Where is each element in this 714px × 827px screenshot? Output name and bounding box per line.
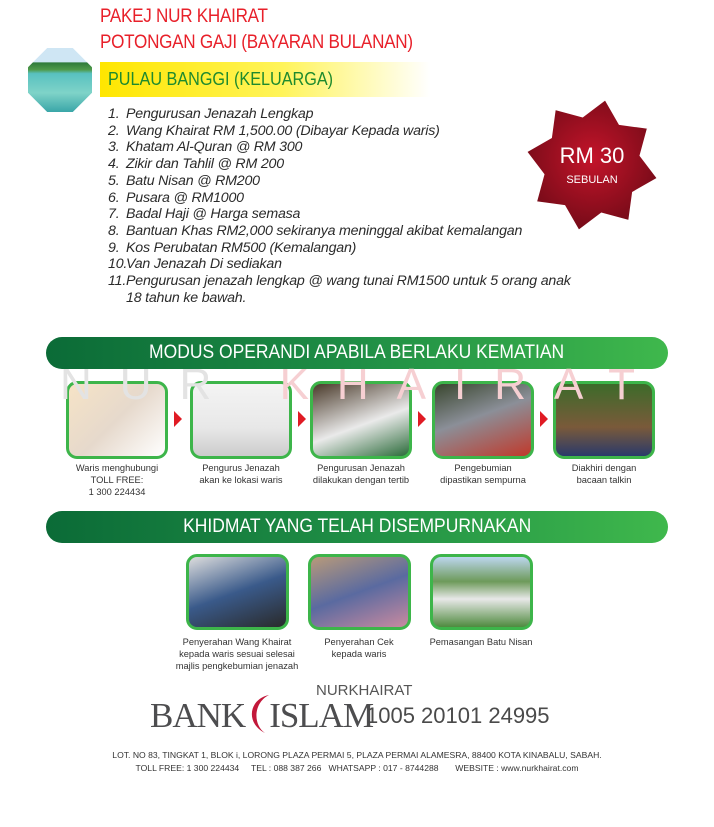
bank-islam-logo: BANK ISLAM	[150, 693, 373, 736]
service-photo-1	[186, 554, 289, 630]
price-star-badge	[522, 95, 662, 235]
arrow-right-icon	[298, 411, 306, 427]
account-name: NURKHAIRAT	[316, 682, 413, 699]
services-banner	[46, 511, 668, 543]
benefits-list	[108, 106, 571, 306]
title-line-1: PAKEJ NUR KHAIRAT	[100, 6, 268, 27]
benefit-item: 5. Batu Nisan @ RM200	[108, 172, 260, 189]
service-caption: Pemasangan Batu Nisan	[429, 637, 533, 647]
procedure-caption: Pengebumian dipastikan sempurna	[440, 463, 526, 485]
benefit-item: 1. Pengurusan Jenazah Lengkap	[108, 106, 314, 122]
footer-contacts: TOLL FREE: 1 300 224434 TEL : 088 387 266 WHATSAPP : 017 - 8744288 WEBSITE : www.nurkhairat.com	[135, 763, 579, 773]
package-name: PULAU BANGGI (KELUARGA)	[108, 69, 334, 89]
benefit-item: 7. Badal Haji @ Harga semasa	[108, 206, 301, 223]
account-number: 1005 20101 24995	[366, 703, 550, 728]
arrow-right-icon	[418, 411, 426, 427]
procedure-photo-4	[432, 381, 534, 459]
watermark-khairat: KHAIRAT	[279, 360, 663, 409]
arrow-right-icon	[174, 411, 182, 427]
price-amount: RM 30	[559, 143, 625, 168]
arrow-right-icon	[540, 411, 548, 427]
procedure-photo-1	[66, 381, 168, 459]
benefit-item: 6. Pusara @ RM1000	[108, 189, 244, 206]
procedure-caption: Waris menghubungi TOLL FREE: 1 300 224434	[75, 463, 159, 497]
benefit-item: 2. Wang Khairat RM 1,500.00 (Dibayar Kepada waris)	[108, 122, 440, 139]
package-band	[100, 62, 430, 97]
procedure-photo-2	[190, 381, 292, 459]
benefit-item: 3. Khatam Al-Quran @ RM 300	[108, 139, 303, 156]
benefit-item: 4. Zikir dan Tahlil @ RM 200	[108, 156, 284, 173]
footer-address: LOT. NO 83, TINGKAT 1, BLOK i, LORONG PLAZA PERMAI 5, PLAZA PERMAI ALAMESRA, 88400 KOTA KINABALU, SABAH.	[112, 750, 602, 760]
benefit-item: 18 tahun ke bawah.	[126, 289, 247, 306]
benefit-item: 8. Bantuan Khas RM2,000 sekiranya meninggal akibat kemalangan	[108, 222, 523, 239]
benefit-item: 10. Van Jenazah Di sediakan	[108, 256, 282, 273]
service-photo-2	[308, 554, 411, 630]
price-period: SEBULAN	[566, 174, 618, 186]
services-title: KHIDMAT YANG TELAH DISEMPURNAKAN	[182, 516, 532, 537]
service-photo-3	[430, 554, 533, 630]
service-caption: Penyerahan Wang Khairat kepada waris sesuai selesai majlis pengkebumian jenazah	[175, 637, 299, 671]
title-line-2: POTONGAN GAJI (BAYARAN BULANAN)	[100, 32, 413, 53]
procedure-photo-5	[553, 381, 655, 459]
procedure-banner	[46, 337, 668, 369]
procedure-title: MODUS OPERANDI APABILA BERLAKU KEMATIAN	[149, 342, 565, 363]
service-caption: Penyerahan Cek kepada waris	[324, 637, 394, 659]
procedure-caption: Pengurus Jenazah akan ke lokasi waris	[199, 463, 283, 485]
benefit-item: 9. Kos Perubatan RM500 (Kemalangan)	[108, 239, 357, 256]
procedure-photo-3	[310, 381, 412, 459]
watermark-nur: NUR	[60, 360, 240, 409]
benefit-item: 11. Pengurusan jenazah lengkap @ wang tunai RM1500 untuk 5 orang anak	[108, 273, 571, 290]
procedure-caption: Pengurusan Jenazah dilakukan dengan tertib	[312, 463, 410, 485]
procedure-caption: Diakhiri dengan bacaan talkin	[571, 463, 637, 485]
island-image	[28, 48, 92, 112]
